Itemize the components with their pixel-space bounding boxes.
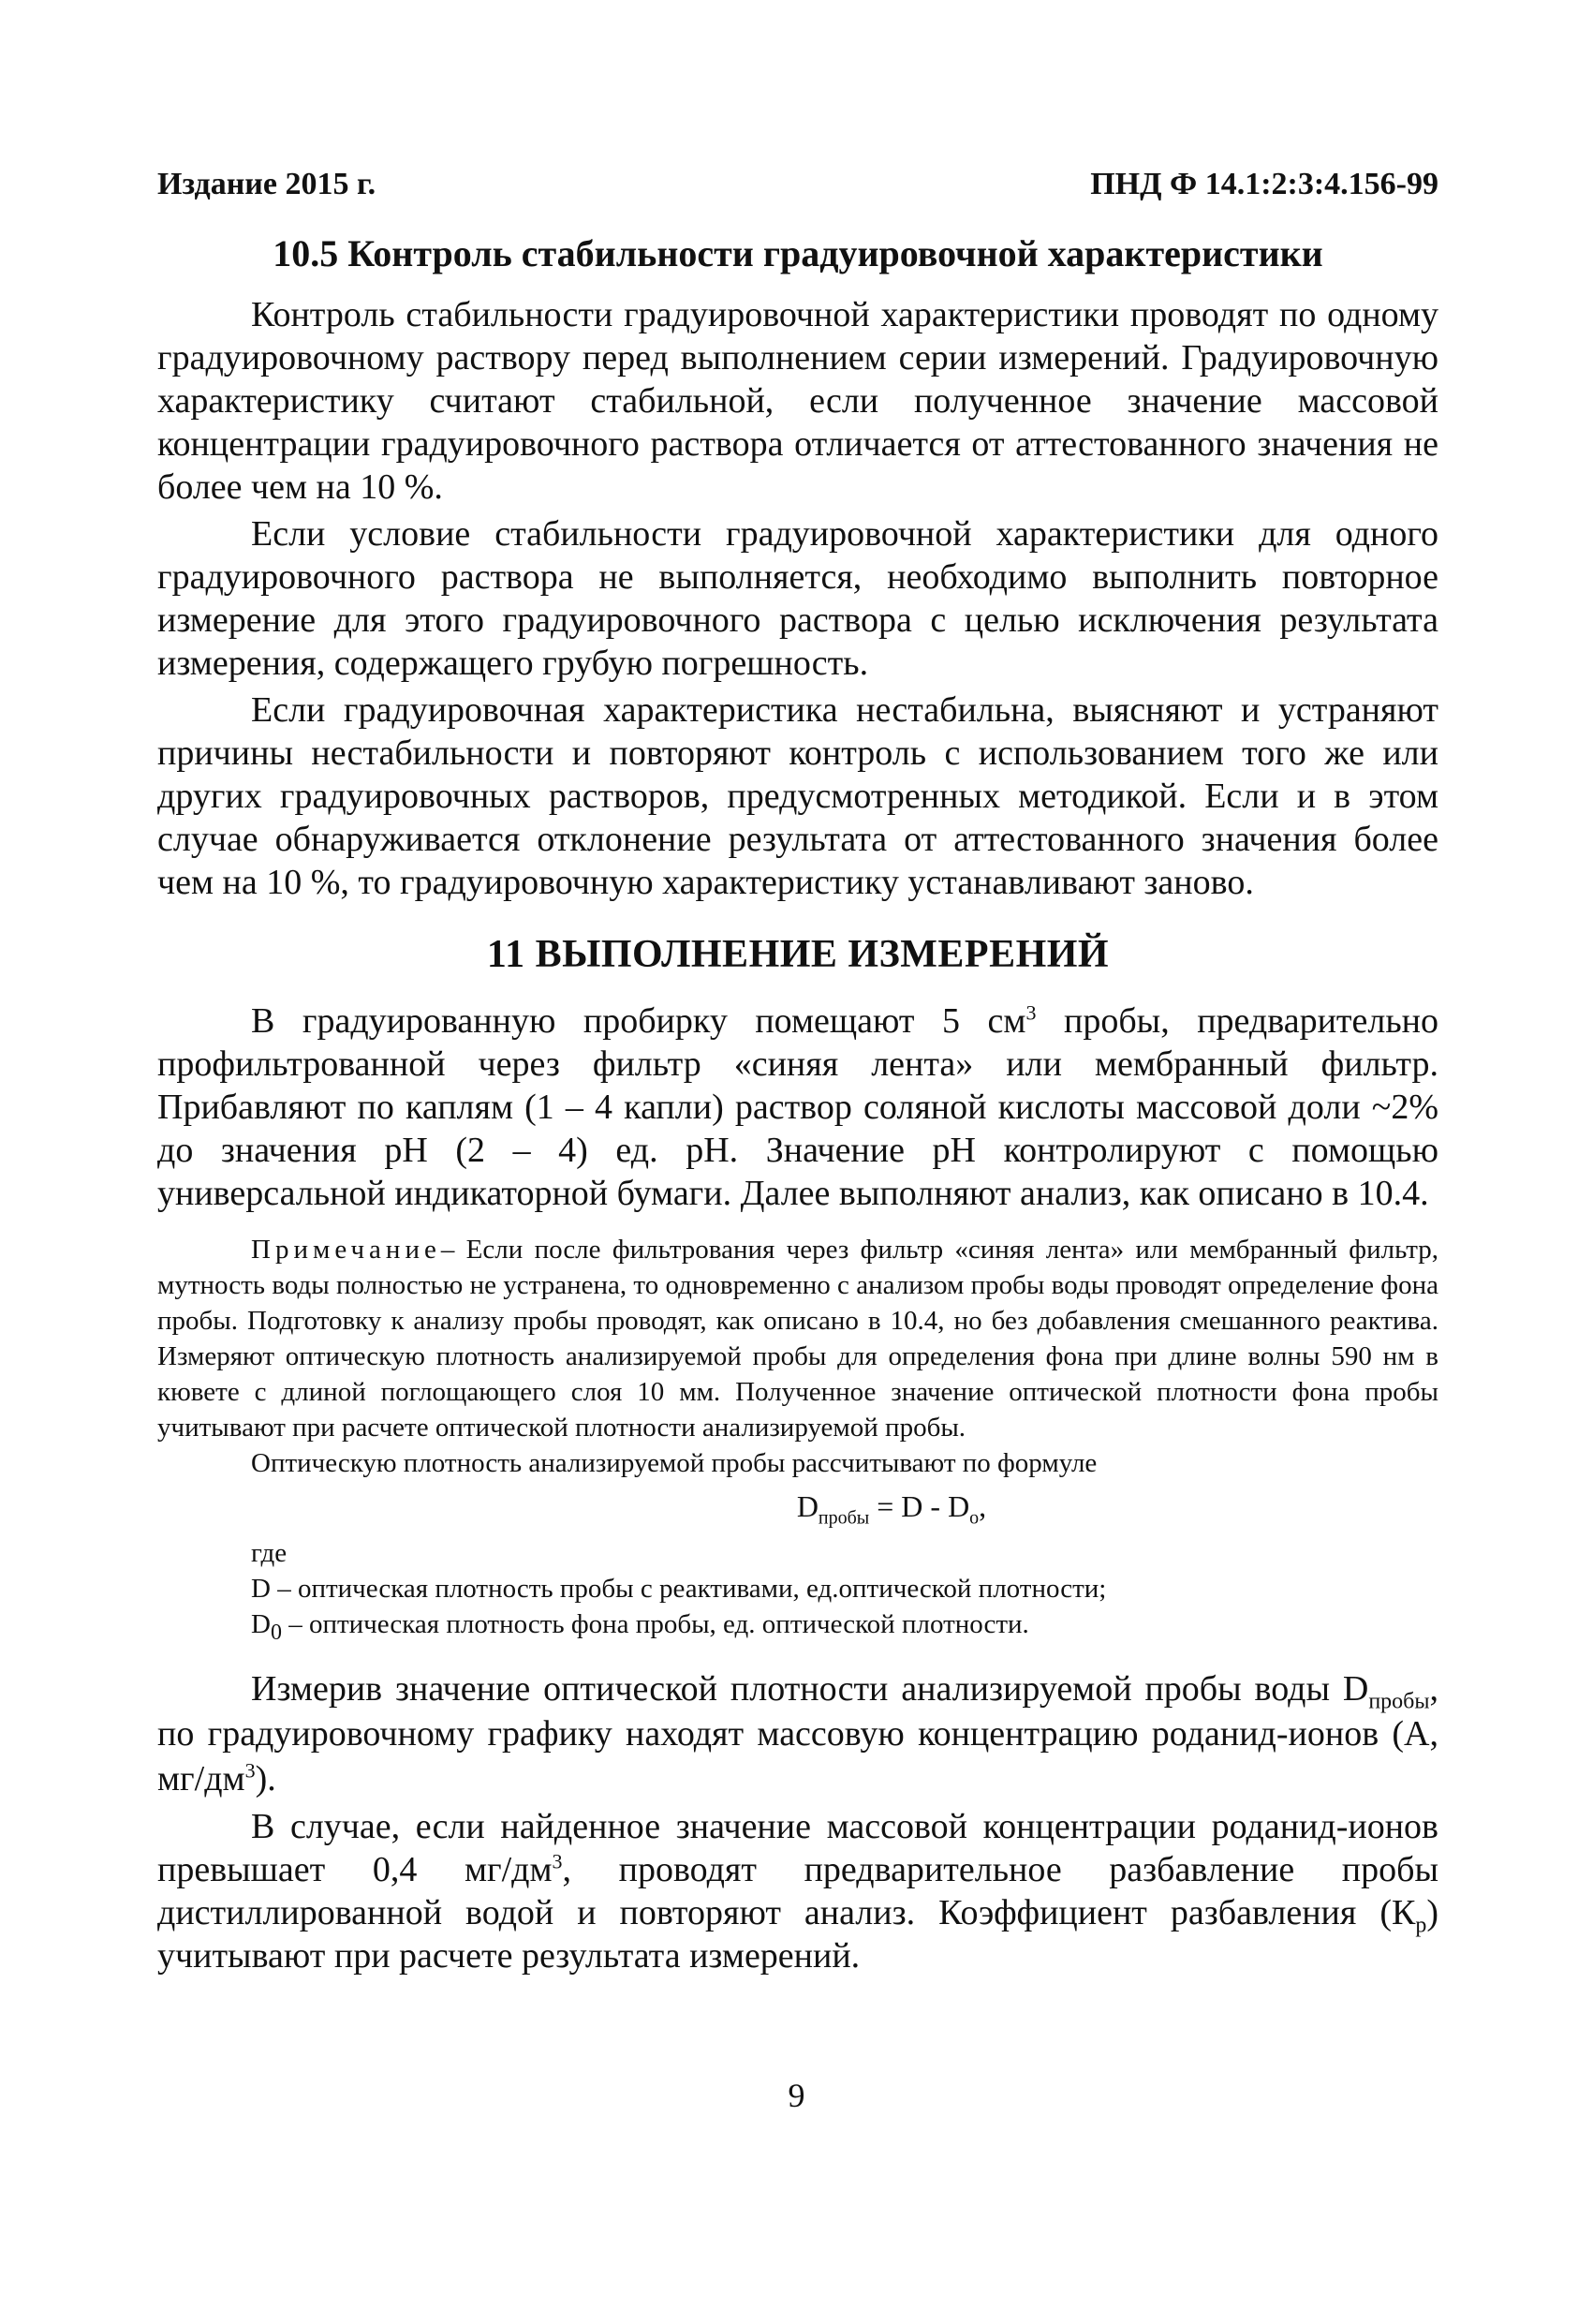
subscript: пробы bbox=[1368, 1689, 1430, 1714]
note-label: Примечание bbox=[251, 1235, 441, 1265]
text-run: D bbox=[251, 1609, 271, 1639]
formula-eq: = D - D bbox=[869, 1489, 970, 1523]
formula-rhs-subscript: о bbox=[969, 1507, 980, 1529]
formula-tail: , bbox=[979, 1489, 987, 1523]
note bbox=[157, 1232, 1438, 1445]
text-run: , по градуировочному графику находят массовую концентрацию роданид-ионов (А, мг/дм bbox=[157, 1669, 1438, 1799]
where-label: где bbox=[251, 1538, 288, 1568]
superscript: 3 bbox=[552, 1849, 563, 1873]
text-run: В градуированную пробирку помещают 5 см bbox=[251, 1001, 1026, 1041]
paragraph: Контроль стабильности градуировочной характеристики проводят по одному градуировочному раствору перед выполнением серии измерений. Градуировочную характеристику считают стабильной, если полученное значение массовой концентрации градуировочного раствора отличается от аттестованного значения не более чем на 10 %. bbox=[157, 295, 1438, 507]
text-run: ). bbox=[255, 1759, 276, 1799]
text-run: пробы, предварительно профильтрованной через фильтр «синяя лента» или мембранный фильтр. Прибавляют по каплям (1 – 4 капли) раствор соляной кислоты массовой доли ~2% до значения рН (2 – 4) ед. рН. Значение рН контролируют с помощью универсальной индикаторной бумаги. Далее выполняют анализ, как описано в 10.4. bbox=[157, 1001, 1439, 1213]
page-number: 9 bbox=[788, 2077, 805, 2114]
paragraph: Если градуировочная характеристика нестабильна, выясняют и устраняют причины нестабильности и повторяют контроль с использованием того же или других градуировочных растворов, предусмотренных методикой. Если и в этом случае обнаруживается отклонение результата от аттестованного значения более чем на 10 %, то градуировочную характеристику устанавливают заново. bbox=[157, 690, 1438, 902]
page-content bbox=[157, 229, 1438, 1981]
paragraph: Если условие стабильности градуировочной характеристики для одного градуировочного раствора не выполняется, необходимо выполнить повторное измерение для этого градуировочного раствора с целью исключения результата измерения, содержащего грубую погрешность. bbox=[157, 514, 1438, 683]
paragraph bbox=[157, 999, 1438, 1215]
formula-lhs-subscript: пробы bbox=[818, 1507, 870, 1529]
formula-lhs: D bbox=[796, 1489, 819, 1523]
definition-d0 bbox=[157, 1606, 1438, 1645]
subscript: р bbox=[1415, 1913, 1427, 1938]
text-run: В случае, если найденное значение массовой концентрации роданид-ионов превышает 0,4 мг/дм bbox=[157, 1807, 1438, 1889]
formula bbox=[345, 1485, 1438, 1528]
superscript: 3 bbox=[1025, 1000, 1037, 1025]
definition-d: D – оптическая плотность пробы с реактивами, ед.оптической плотности; bbox=[251, 1574, 1107, 1604]
paragraph bbox=[157, 1666, 1438, 1801]
edition-label: Издание 2015 г. bbox=[157, 167, 376, 201]
formula-intro: Оптическую плотность анализируемой пробы рассчитывают по формуле bbox=[251, 1448, 1098, 1478]
superscript: 3 bbox=[244, 1758, 256, 1783]
section-10-5-title: 10.5 Контроль стабильности градуировочной характеристики bbox=[273, 232, 1323, 274]
text-run: , проводят предварительное разбавление пробы дистиллированной водой и повторяют анализ. Коэффициент разбавления (К bbox=[157, 1850, 1438, 1932]
text-run: Измерив значение оптической плотности анализируемой пробы воды D bbox=[251, 1669, 1369, 1709]
text-run: – оптическая плотность фона пробы, ед. оптической плотности. bbox=[281, 1609, 1029, 1639]
section-11-title: 11 ВЫПОЛНЕНИЕ ИЗМЕРЕНИЙ bbox=[486, 933, 1110, 976]
paragraph bbox=[157, 1805, 1438, 1977]
subscript: 0 bbox=[270, 1620, 282, 1645]
text-run: ) учитывают при расчете результата измерений. bbox=[157, 1893, 1438, 1976]
document-code: ПНД Ф 14.1:2:3:4.156-99 bbox=[1090, 167, 1438, 201]
note-text: – Если после фильтрования через фильтр «синяя лента» или мембранный фильтр, мутность воды полностью не устранена, то одновременно с анализом пробы воды проводят определение фона пробы. Подготовку к анализу пробы проводят, как описано в 10.4, но без добавления смешанного реактива. Измеряют оптическую плотность анализируемой пробы для определения фона при длине волны 590 нм в кювете с длиной поглощающего слоя 10 мм. Полученное значение оптической плотности фона пробы учитывают при расчете оптической плотности анализируемой пробы. bbox=[157, 1235, 1438, 1443]
